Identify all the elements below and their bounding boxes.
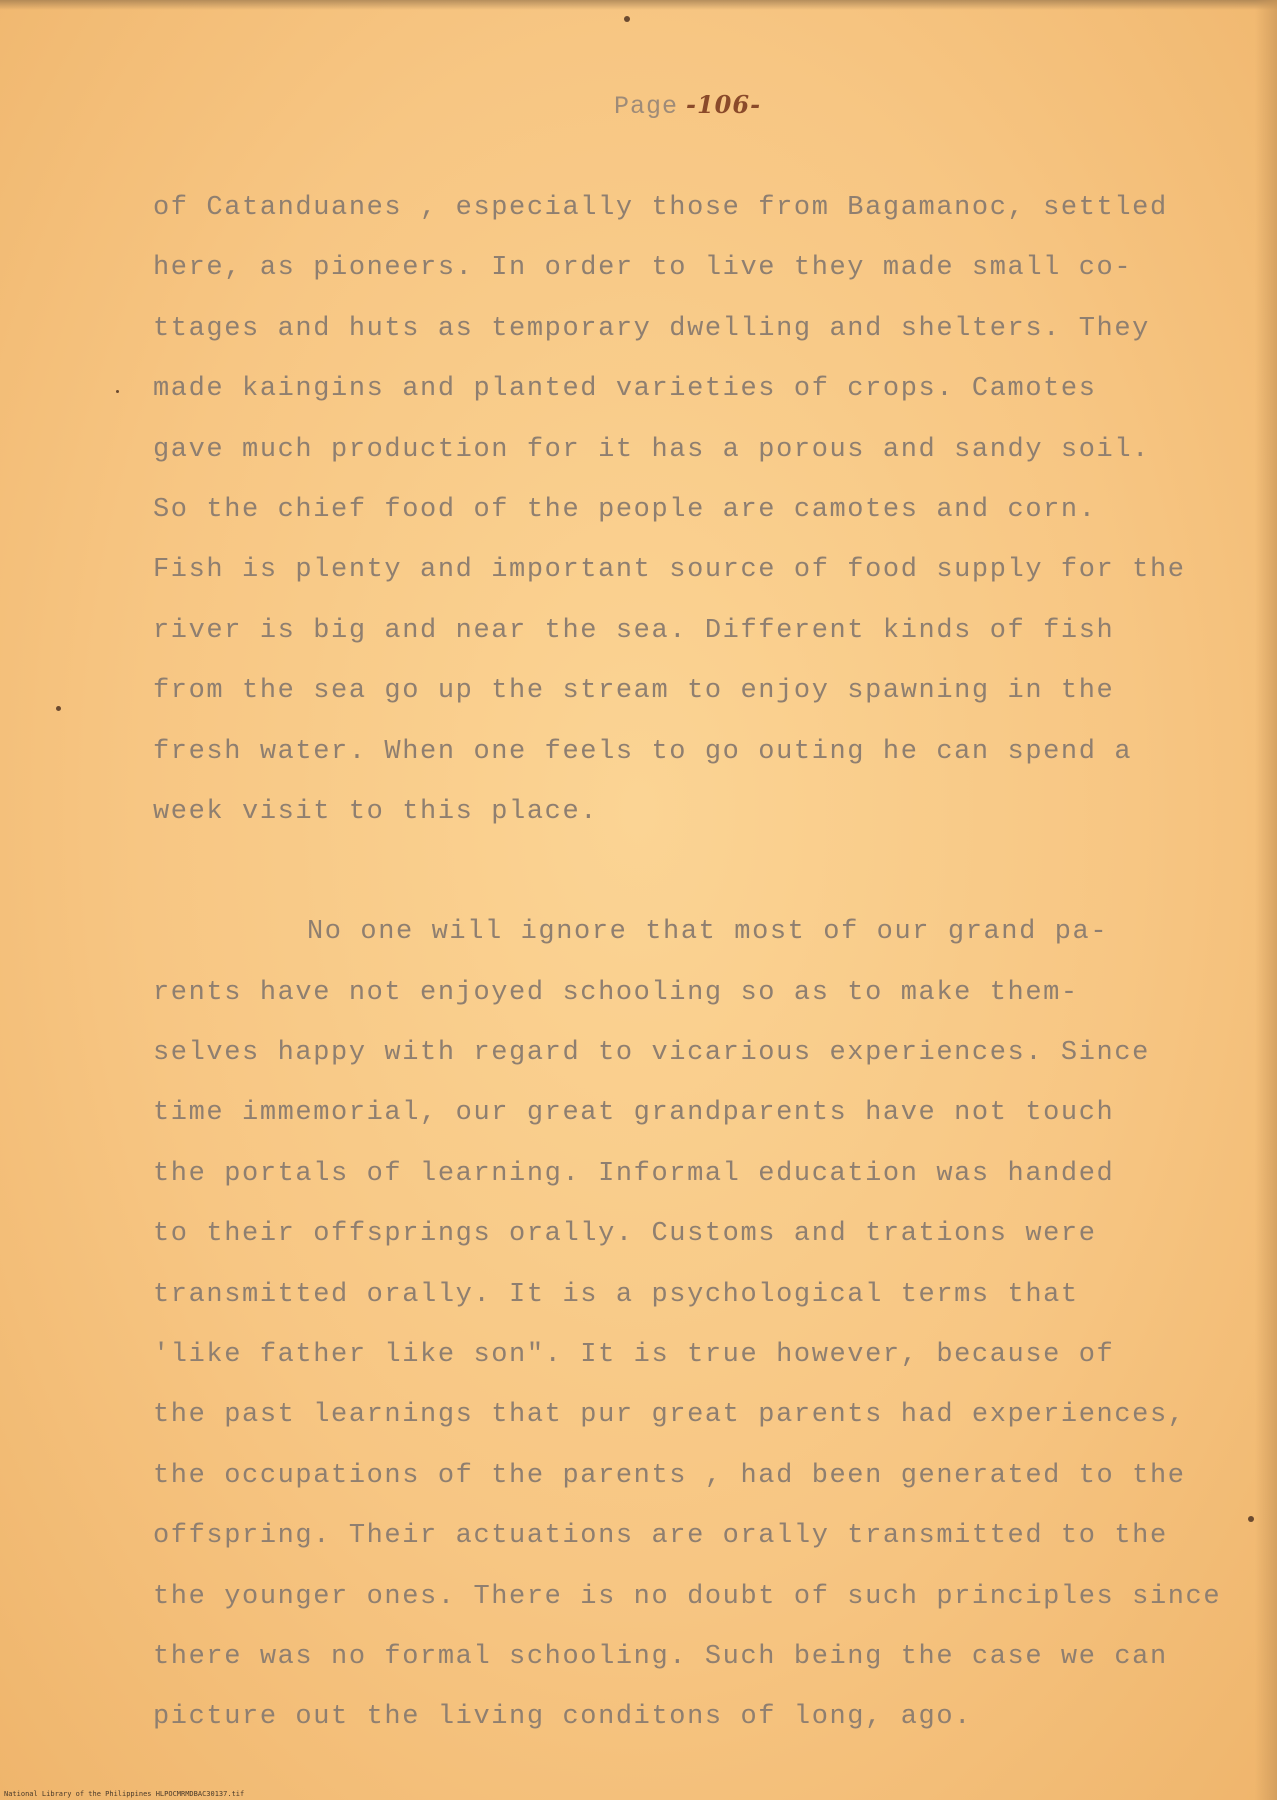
text-line: river is big and near the sea. Different kinds of fish: [153, 615, 1115, 646]
ink-speck: [116, 390, 119, 393]
text-line: the younger ones. There is no doubt of such principles since: [153, 1581, 1222, 1612]
text-line: time immemorial, our great grandparents have not touch: [153, 1098, 1115, 1129]
text-line: the portals of learning. Informal education was handed: [153, 1158, 1115, 1189]
text-line: the past learnings that pur great parents had experiences,: [153, 1400, 1186, 1431]
text-line: of Catanduanes , especially those from Bagamanoc, settled: [153, 193, 1168, 223]
text-line: selves happy with regard to vicarious experiences. Since: [153, 1038, 1150, 1069]
paragraph-gap: [153, 842, 1193, 902]
text-line: fresh water. When one feels to go outing he can spend a: [153, 736, 1133, 767]
text-line: picture out the living conditons of long, ago.: [153, 1702, 972, 1733]
paragraph-2: [153, 902, 1222, 1747]
ink-speck: [1248, 1516, 1254, 1522]
document-body: [153, 178, 1222, 1748]
text-line: the occupations of the parents , had been generated to the: [153, 1460, 1186, 1491]
text-line: gave much production for it has a porous and sandy soil.: [153, 434, 1150, 465]
text-line: there was no formal schooling. Such being the case we can: [153, 1641, 1168, 1672]
page-top-shadow: [0, 0, 1277, 10]
text-line: here, as pioneers. In order to live they made small co-: [153, 253, 1133, 284]
text-line: to their offsprings orally. Customs and trations were: [153, 1219, 1097, 1250]
text-line: from the sea go up the stream to enjoy spawning in the: [153, 676, 1115, 707]
text-line: 'like father like son". It is true however, because of: [153, 1340, 1115, 1371]
text-line: rents have not enjoyed schooling so as to make them-: [153, 977, 1079, 1008]
paragraph-1: [153, 178, 1193, 842]
ink-speck: [624, 16, 630, 22]
text-line: So the chief food of the people are camotes and corn.: [153, 494, 1097, 525]
text-line: ttages and huts as temporary dwelling and shelters. They: [153, 313, 1150, 344]
archive-footer: National Library of the Philippines HLPOCMRMDBAC30137.tif: [4, 1790, 245, 1798]
page-number: -106-: [686, 90, 762, 119]
text-line: No one will ignore that most of our grand pa-: [307, 917, 1109, 948]
page-number-header: [614, 90, 761, 121]
text-line: transmitted orally. It is a psychological terms that: [153, 1279, 1079, 1310]
text-line: Fish is plenty and important source of food supply for the: [153, 555, 1186, 586]
page-right-edge: [1255, 0, 1277, 1800]
text-line: week visit to this place.: [153, 796, 599, 827]
text-line: offspring. Their actuations are orally transmitted to the: [153, 1521, 1168, 1552]
text-line: made kaingins and planted varieties of crops. Camotes: [153, 374, 1097, 405]
ink-speck: [56, 706, 61, 711]
page-label: Page: [614, 92, 679, 121]
